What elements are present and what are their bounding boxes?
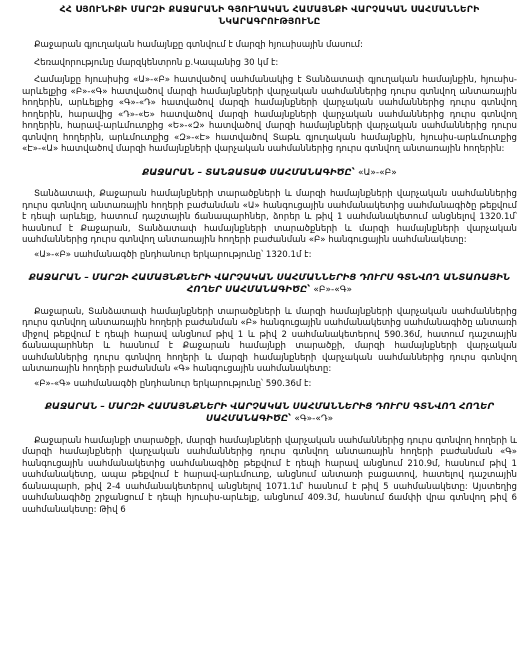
- section-3-paragraph: Քաջարան համայնքի տարածքի, մարզի համայնքների վարչական սահմաններից դուրս գտնվող հողերի և մարզի համայնքների վարչական սահմաններից դուրս գտնվող անտառային հողերի բաժանման «Գ» հանգուցային սահմանակետից սահմանագիծը թեքվում է դեպի հարավ անցնում 210.9մ, հասնում թիվ 1 սահմանակետը, ապա թեքվում է հարավ-արևմուտք, անցնում անտառի բացատով, հատելով դաշտային ճանապարհ, թիվ 2-4 սահմանակետերով անցնելով 1071.1մ՝ հասնում է թիվ 5 սահմանակետը: Այստեղից սահմանագիծը շրջանցում է դեպի հյուսիս-արևելք, անցնում 409.3մ, հասնում ճամփի վրա գտնվող թիվ 6 սահմանակետը: Թիվ 6: [22, 435, 517, 515]
- section-heading-2-text: ՔԱՋԱՐԱՆ – ՄԱՐԶԻ ՀԱՄԱՅՆՔՆԵՐԻ ՎԱՐՉԱԿԱՆ ՍԱՀՄԱՆՆԵՐԻՑ ԴՈՒՐՍ ԳՏՆՎՈՂ ԱՆՏԱՌԱՅԻՆ ՀՈՂԵՐ ՍԱՀՄԱՆԱԳԻԾԸ՝: [28, 273, 511, 296]
- section-2-total: «Բ»-«Գ» սահմանագծի ընդհանուր երկարությունը՝ 590.36մ է:: [34, 378, 312, 389]
- intro-paragraph: Համայնքը հյուսիսից «Ա»-«Բ» հատվածով սահմանակից է Տանձատափ գյուղական համայնքին, հյուսիս-արևելքից «Բ»-«Գ» հատվածով մարզի համայնքների վարչական սահմաններից դուրս գտնվող անտառային հողերին, արևելքից «Գ»-«Դ» հատվածով մարզի համայնքների վարչական սահմաններից դուրս գտնվող հողերին, հարավից «Դ»-«Ե» հատվածով մարզի համայնքների վարչական սահմաններից դուրս գտնվող հողերին, հարավ-արևմուտքից «Ե»-«Զ» հատվածով մարզի համայնքների վարչական սահմաններից դուրս գտնվող հողերին, արևմուտքից «Զ»-«Է» հատվածով Տաթև գյուղական համայնքին, հյուսիս-արևմուտքից «Է»-«Ա» հատվածով մարզի համայնքների վարչական սահմաններից դուրս գտնվող անտառային հողերին:: [22, 75, 517, 155]
- section-heading-1-segment: «Ա»-«Բ»: [357, 167, 397, 178]
- section-heading-1: [22, 168, 517, 180]
- distance-line: Հեռավորությունը մարզկենտրոն ք.Կապանից 30 կմ է:: [34, 57, 279, 68]
- section-heading-2-segment: «Բ»-«Գ»: [313, 285, 353, 296]
- section-heading-3-segment: «Գ»-«Դ»: [294, 414, 334, 425]
- section-heading-2: [22, 273, 517, 296]
- document-page: [22, 4, 517, 519]
- section-heading-1-text: ՔԱՋԱՐԱՆ – ՏԱՆՁԱՏԱՓ ՍԱՀՄԱՆԱԳԻԾԸ՝: [142, 167, 355, 178]
- document-title: ՀՀ ՍՅՈՒՆԻՔԻ ՄԱՐԶԻ ՔԱՋԱՐԱՆԻ ԳՅՈՒՂԱԿԱՆ ՀԱՄԱՅՆՔԻ ՎԱՐՉԱԿԱՆ ՍԱՀՄԱՆՆԵՐԻ ՆԿԱՐԱԳՐՈՒԹՅՈՒՆԸ: [59, 4, 480, 27]
- section-heading-3-text: ՔԱՋԱՐԱՆ – ՄԱՐԶԻ ՀԱՄԱՅՆՔՆԵՐԻ ՎԱՐՉԱԿԱՆ ՍԱՀՄԱՆՆԵՐԻՑ ԴՈՒՐՍ ԳՏՆՎՈՂ ՀՈՂԵՐ ՍԱՀՄԱՆԱԳԻԾԸ՝: [44, 402, 495, 425]
- section-2-paragraph: Քաջարան, Տանձատափ համայնքների տարածքների և մարզի համայնքների վարչական սահմաններից դուրս գտնվող անտառային հողերի բաժանման «Բ» հանգուցային սահմանակետից սահմանագիծը անտառի միջով թեքվում է դեպի հարավ անցնում թիվ 1 և թիվ 2 սահմանակետերով 590.36մ, հատում դաշտային ճանապարհներ և հասնում է Քաջարան համայնքի տարածքի, մարզի համայնքների վարչական սահմաններից դուրս գտնվող հողերի և մարզի համայնքների վարչական սահմաններից դուրս գտնվող անտառային հողերի բաժանման «Գ» հանգուցային սահմանակետը:: [22, 306, 517, 375]
- section-1-paragraph: Տանձատափ, Քաջարան համայնքների տարածքների և մարզի համայնքների վարչական սահմաններից դուրս գտնվող անտառային հողերի բաժանման «Ա» հանգուցային սահմանակետից սահմանագիծը թեքվում է դեպի արևելք, հատում դաշտային ճանապարհներ, ձորեր և թիվ 1 սահմանակետում անցնելով 1320.1մ՝ հասնում է Քաջարան, Տանձատափ համայնքների տարածքների և մարզի համայնքների վարչական սահմաններից դուրս գտնվող անտառային հողերի բաժանման «Բ» հանգուցային սահմանակետը:: [22, 189, 517, 246]
- section-1-total: «Ա»-«Բ» սահմանագծի ընդհանուր երկարությունը՝ 1320.1մ է:: [34, 249, 312, 260]
- location-line: Քաջարան գյուղական համայնքը գտնվում է մարզի հյուսիսային մասում:: [34, 40, 363, 50]
- section-heading-3: [22, 402, 517, 425]
